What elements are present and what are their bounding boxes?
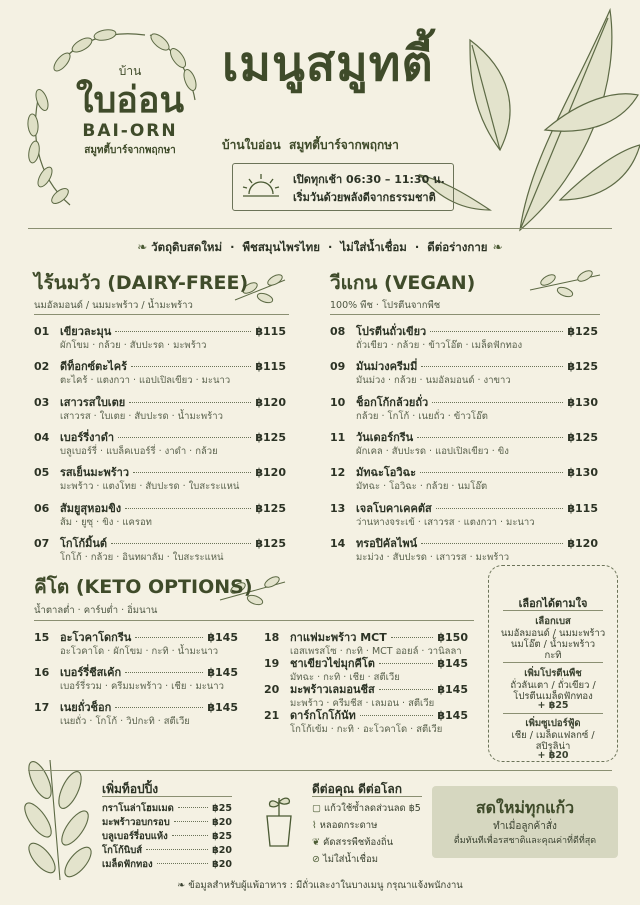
dot-leader xyxy=(172,835,208,836)
fresh-line-1: ทำเมื่อลูกค้าสั่ง xyxy=(493,821,557,832)
item-ingredients: กล้วย · โกโก้ · เนยถั่ว · ข้าวโอ๊ต xyxy=(356,410,488,422)
item-ingredients: เนยถั่ว · โกโก้ · วิปกะทิ · สตีเวีย xyxy=(60,716,190,727)
base-line-3: กะทิ xyxy=(544,650,562,661)
item-number: 19 xyxy=(264,657,280,670)
superfood-line-1: เชีย / เมล็ดแฟลกซ์ / xyxy=(511,730,595,741)
item-ingredients: มัทฉะ · โอวิฉะ · กล้วย · นมโอ๊ต xyxy=(356,481,488,493)
allergy-note: ข้อมูลสำหรับผู้แพ้อาหาร : มีถั่วและงาในบางเมนู กรุณาแจ้งพนักงาน xyxy=(188,880,463,891)
dot-leader xyxy=(125,508,251,509)
item-ingredients: โกโก้ · กล้วย · อินทผาลัม · ใบสะระแหน่ xyxy=(60,551,224,563)
item-name: ช็อกโก้กล้วยถั่ว xyxy=(356,395,429,409)
item-price: ฿125 xyxy=(255,501,286,515)
superfood-title: เพิ่มซูเปอร์ฟู้ด xyxy=(525,718,581,729)
item-number: 10 xyxy=(330,395,346,409)
eco-label: คัดสรรพืชท้องถิ่น xyxy=(323,837,394,848)
item-ingredients: ผักเคล · สับปะรด · แอปเปิลเขียว · ขิง xyxy=(356,445,509,457)
dairy-free-subtitle: นมอัลมอนด์ / นมมะพร้าว / น้ำมะพร้าว xyxy=(34,300,193,311)
item-ingredients: เสาวรส · ใบเตย · สับปะรด · น้ำมะพร้าว xyxy=(60,410,223,422)
brand-tagline: สมูทตี้บาร์จากพฤกษา xyxy=(84,145,176,156)
item-number: 11 xyxy=(330,430,346,444)
item-name: มะพร้าวเลมอนชีส xyxy=(290,683,375,696)
item-number: 06 xyxy=(34,501,50,515)
divider xyxy=(503,713,603,714)
item-price: ฿120 xyxy=(255,395,286,409)
item-ingredients: ผักโขม · กล้วย · สับปะรด · มะพร้าว xyxy=(60,340,207,351)
leaf-icon: ❧ xyxy=(177,880,189,891)
base-title: เลือกเบส xyxy=(535,616,571,627)
item-number: 12 xyxy=(330,466,346,480)
topping-price: ฿20 xyxy=(212,859,232,870)
item-name: เสาวรสใบเตย xyxy=(60,395,126,409)
item-price: ฿145 xyxy=(437,709,468,722)
item-ingredients: เบอร์รี่รวม · ครีมมะพร้าว · เชีย · มะนาว xyxy=(60,681,224,692)
item-price: ฿115 xyxy=(567,501,598,515)
topping-name: บลูเบอร์รี่อบแห้ง xyxy=(102,831,168,842)
cup-icon xyxy=(262,792,296,848)
divider xyxy=(312,796,422,797)
footer-note xyxy=(0,878,640,893)
item-number: 08 xyxy=(330,325,346,338)
fresh-title: สดใหม่ทุกแก้ว xyxy=(475,798,575,817)
topping-name: มะพร้าวอบกรอบ xyxy=(102,817,170,828)
topping-name: เมล็ดฟักทอง xyxy=(102,859,153,870)
item-number: 05 xyxy=(34,466,50,480)
eco-label: ไม่ใส่น้ำเชื่อม xyxy=(323,854,378,865)
item-name: ชาเขียวไข่มุกคีโต xyxy=(290,657,375,670)
item-name: มันม่วงครีมมี่ xyxy=(356,360,418,374)
brand-name: ใบอ่อน xyxy=(75,80,185,121)
item-price: ฿125 xyxy=(567,325,598,338)
brand-latin: BAI-ORN xyxy=(82,121,178,141)
item-price: ฿145 xyxy=(207,666,238,679)
eco-item xyxy=(312,835,393,850)
item-ingredients: โกโก้เข้ม · กะทิ · อะโวคาโด · สตีเวีย xyxy=(290,724,443,735)
item-ingredients: มันม่วง · กล้วย · นมอัลมอนด์ · งาขาว xyxy=(356,375,511,387)
item-number: 15 xyxy=(34,631,50,644)
item-price: ฿150 xyxy=(437,631,468,644)
dot-leader xyxy=(118,437,251,438)
dot-leader xyxy=(379,663,433,664)
vegan-subtitle: 100% พืช · โปรตีนจากพืช xyxy=(330,300,441,311)
topping-price: ฿25 xyxy=(212,831,232,842)
dot-leader xyxy=(111,543,251,544)
base-line-2: นมโอ๊ต / น้ำมะพร้าว xyxy=(510,639,596,650)
topping-item xyxy=(102,857,232,872)
item-price: ฿120 xyxy=(255,466,286,480)
item-price: ฿145 xyxy=(437,683,468,696)
item-name: เขียวละมุน xyxy=(60,325,112,338)
item-name: ดาร์กโกโก้นัท xyxy=(290,709,356,722)
divider xyxy=(102,796,232,797)
dot-leader xyxy=(115,331,251,332)
protein-title: เพิ่มโปรตีนพืช xyxy=(524,668,582,679)
item-name: เบอร์รี่งาดำ xyxy=(60,430,115,444)
item-number: 21 xyxy=(264,709,280,722)
keto-subtitle: น้ำตาลต่ำ · คาร์บต่ำ · อิ่มนาน xyxy=(34,605,158,616)
item-price: ฿145 xyxy=(437,657,468,670)
dot-leader xyxy=(157,863,209,864)
item-price: ฿120 xyxy=(567,536,598,550)
item-ingredients: ถั่วเขียว · กล้วย · ข้าวโอ๊ต · เมล็ดฟักทอง xyxy=(356,340,523,351)
divider xyxy=(34,314,289,315)
eco-item xyxy=(312,801,421,816)
vegan-title: วีแกน (VEGAN) xyxy=(330,272,476,294)
item-number: 01 xyxy=(34,325,50,338)
fresh-banner xyxy=(432,786,618,858)
dot-leader xyxy=(146,849,208,850)
dot-leader xyxy=(131,366,251,367)
item-ingredients: อะโวคาโด · ผักโขม · กะทิ · น้ำมะนาว xyxy=(60,646,219,657)
item-name: อะโวคาโดกรีน xyxy=(60,631,132,644)
leaf-icon: ❧ xyxy=(492,240,503,254)
item-number: 13 xyxy=(330,501,346,515)
item-price: ฿145 xyxy=(207,631,238,644)
divider xyxy=(28,228,612,229)
eco-label: แก้วใช้ซ้ำลดส่วนลด ฿5 xyxy=(324,803,421,814)
brand-logo xyxy=(60,62,200,158)
item-name: โปรตีนถั่วเขียว xyxy=(356,325,427,338)
item-name: เจลโบคาเคคตัส xyxy=(356,501,432,515)
item-ingredients: เอสเพรสโซ · กะทิ · MCT ออยล์ · วานิลลา xyxy=(290,646,462,657)
item-ingredients: ว่านหางจระเข้ · เสาวรส · แตงกวา · มะนาว xyxy=(356,516,535,528)
eco-item xyxy=(312,852,378,867)
topping-item xyxy=(102,829,232,844)
item-name: เนยถั่วช็อก xyxy=(60,701,112,714)
customize-title: เลือกได้ตามใจ xyxy=(518,597,588,610)
dot-leader xyxy=(125,672,203,673)
dot-leader xyxy=(178,807,208,808)
item-name: มัทฉะโอวิฉะ xyxy=(356,466,416,480)
superfood-line-2: สปิรูลิน่า xyxy=(535,741,571,752)
dot-leader xyxy=(430,331,563,332)
page-subtitle: บ้านใบอ่อน สมูทตี้บาร์จากพฤกษา xyxy=(222,138,399,152)
fresh-line-2: ดื่มทันทีเพื่อรสชาติและคุณค่าที่ดีที่สุด xyxy=(453,836,597,846)
hours-box xyxy=(232,163,454,211)
item-name: ดีท็อกซ์ตะไคร้ xyxy=(60,360,127,374)
item-price: ฿125 xyxy=(255,430,286,444)
item-price: ฿115 xyxy=(255,360,286,374)
item-ingredients: มะม่วง · สับปะรด · เสาวรส · มะพร้าว xyxy=(356,551,510,563)
item-number: 14 xyxy=(330,536,346,550)
item-price: ฿115 xyxy=(255,325,286,338)
item-price: ฿125 xyxy=(567,430,598,444)
topping-price: ฿20 xyxy=(212,845,232,856)
dairy-free-title: ไร้นมวัว (DAIRY-FREE) xyxy=(34,272,249,294)
dot-leader xyxy=(379,689,434,690)
dot-leader xyxy=(421,543,563,544)
divider xyxy=(34,620,474,621)
dot-leader xyxy=(391,637,434,638)
dot-leader xyxy=(421,366,563,367)
item-ingredients: ส้ม · ยูซุ · ขิง · แครอท xyxy=(60,516,152,528)
item-price: ฿145 xyxy=(207,701,238,714)
item-name: สัมยูสุหอมขิง xyxy=(60,501,122,515)
item-ingredients: มะพร้าว · แตงโทย · สับปะรด · ใบสะระแหน่ xyxy=(60,481,240,493)
protein-price: + ฿25 xyxy=(537,700,569,711)
item-price: ฿125 xyxy=(567,360,598,374)
page-title: เมนูสมูทตี้ xyxy=(222,36,434,92)
divider xyxy=(330,314,600,315)
item-number: 02 xyxy=(34,360,50,374)
item-name: เบอร์รี่ชีสเค้ก xyxy=(60,666,122,679)
divider xyxy=(503,610,603,611)
item-number: 18 xyxy=(264,631,280,644)
item-number: 09 xyxy=(330,360,346,374)
no-sugar-icon: ⊘ xyxy=(312,854,320,865)
eco-title: ดีต่อคุณ ดีต่อโลก xyxy=(312,782,402,796)
brand-top: บ้าน xyxy=(118,64,142,78)
dot-leader xyxy=(129,402,251,403)
item-number: 17 xyxy=(34,701,50,714)
sunrise-icon xyxy=(241,172,281,200)
features-bar xyxy=(0,236,640,257)
dot-leader xyxy=(436,508,564,509)
topping-price: ฿20 xyxy=(212,817,232,828)
item-name: วันเดอร์กรีน xyxy=(356,430,414,444)
dot-leader xyxy=(360,715,434,716)
topping-name: โกโก้นิบส์ xyxy=(102,845,143,856)
divider xyxy=(28,770,612,771)
dot-leader xyxy=(420,472,563,473)
item-ingredients: มะพร้าว · ครีมชีส · เลมอน · สตีเวีย xyxy=(290,698,435,709)
customize-panel xyxy=(488,565,618,762)
topping-item xyxy=(102,843,232,858)
dot-leader xyxy=(417,437,563,438)
item-number: 20 xyxy=(264,683,280,696)
dot-leader xyxy=(115,707,203,708)
protein-line-2: โปรตีนเมล็ดฟักทอง xyxy=(513,691,593,702)
toppings-title: เพิ่มท็อปปิ้ง xyxy=(102,782,159,796)
item-number: 04 xyxy=(34,430,50,444)
protein-line-1: ถั่วลันเตา / ถั่วเขียว / xyxy=(510,680,596,691)
dot-leader xyxy=(133,472,251,473)
keto-title: คีโต (KETO OPTIONS) xyxy=(34,576,253,598)
slogan: เริ่มวันด้วยพลังดีจากธรรมชาติ xyxy=(293,191,436,204)
dot-leader xyxy=(432,402,563,403)
topping-item xyxy=(102,801,232,816)
item-name: ทรอปิคัลไพน์ xyxy=(356,536,418,550)
eco-label: หลอดกระดาษ xyxy=(319,820,378,831)
eco-item xyxy=(312,818,377,833)
topping-price: ฿25 xyxy=(212,803,232,814)
item-price: ฿130 xyxy=(567,466,598,480)
leaf-icon: ❦ xyxy=(312,837,320,848)
item-ingredients: มัทฉะ · กะทิ · เชีย · สตีเวีย xyxy=(290,672,400,683)
item-number: 03 xyxy=(34,395,50,409)
item-number: 16 xyxy=(34,666,50,679)
features-text: วัตถุดิบสดใหม่ · พืชสมุนไพรไทย · ไม่ใส่น้ำเชื่อม · ดีต่อร่างกาย xyxy=(151,240,488,254)
base-line-1: นมอัลมอนด์ / นมมะพร้าว xyxy=(500,628,606,639)
item-name: โกโก้มิ้นต์ xyxy=(60,536,108,550)
straw-icon: ⌇ xyxy=(312,820,317,831)
superfood-price: + ฿20 xyxy=(537,750,569,761)
topping-name: กราโนล่าโฮมเมด xyxy=(102,803,174,814)
dot-leader xyxy=(174,821,208,822)
divider xyxy=(503,662,603,663)
item-ingredients: บลูเบอร์รี่ · แบล็คเบอร์รี่ · งาดำ · กล้วย xyxy=(60,445,218,457)
item-name: กาแฟมะพร้าว MCT xyxy=(290,631,387,644)
topping-item xyxy=(102,815,232,830)
item-ingredients: ตะไคร้ · แตงกวา · แอปเปิลเขียว · มะนาว xyxy=(60,375,231,387)
dot-leader xyxy=(135,637,203,638)
item-price: ฿130 xyxy=(567,395,598,409)
item-number: 07 xyxy=(34,536,50,550)
item-price: ฿125 xyxy=(255,536,286,550)
opening-hours: เปิดทุกเช้า 06:30 – 11:30 น. xyxy=(293,173,445,186)
cup-icon: ▢ xyxy=(312,803,321,814)
leaf-icon: ❧ xyxy=(137,240,152,254)
item-name: รสเย็นมะพร้าว xyxy=(60,466,130,480)
